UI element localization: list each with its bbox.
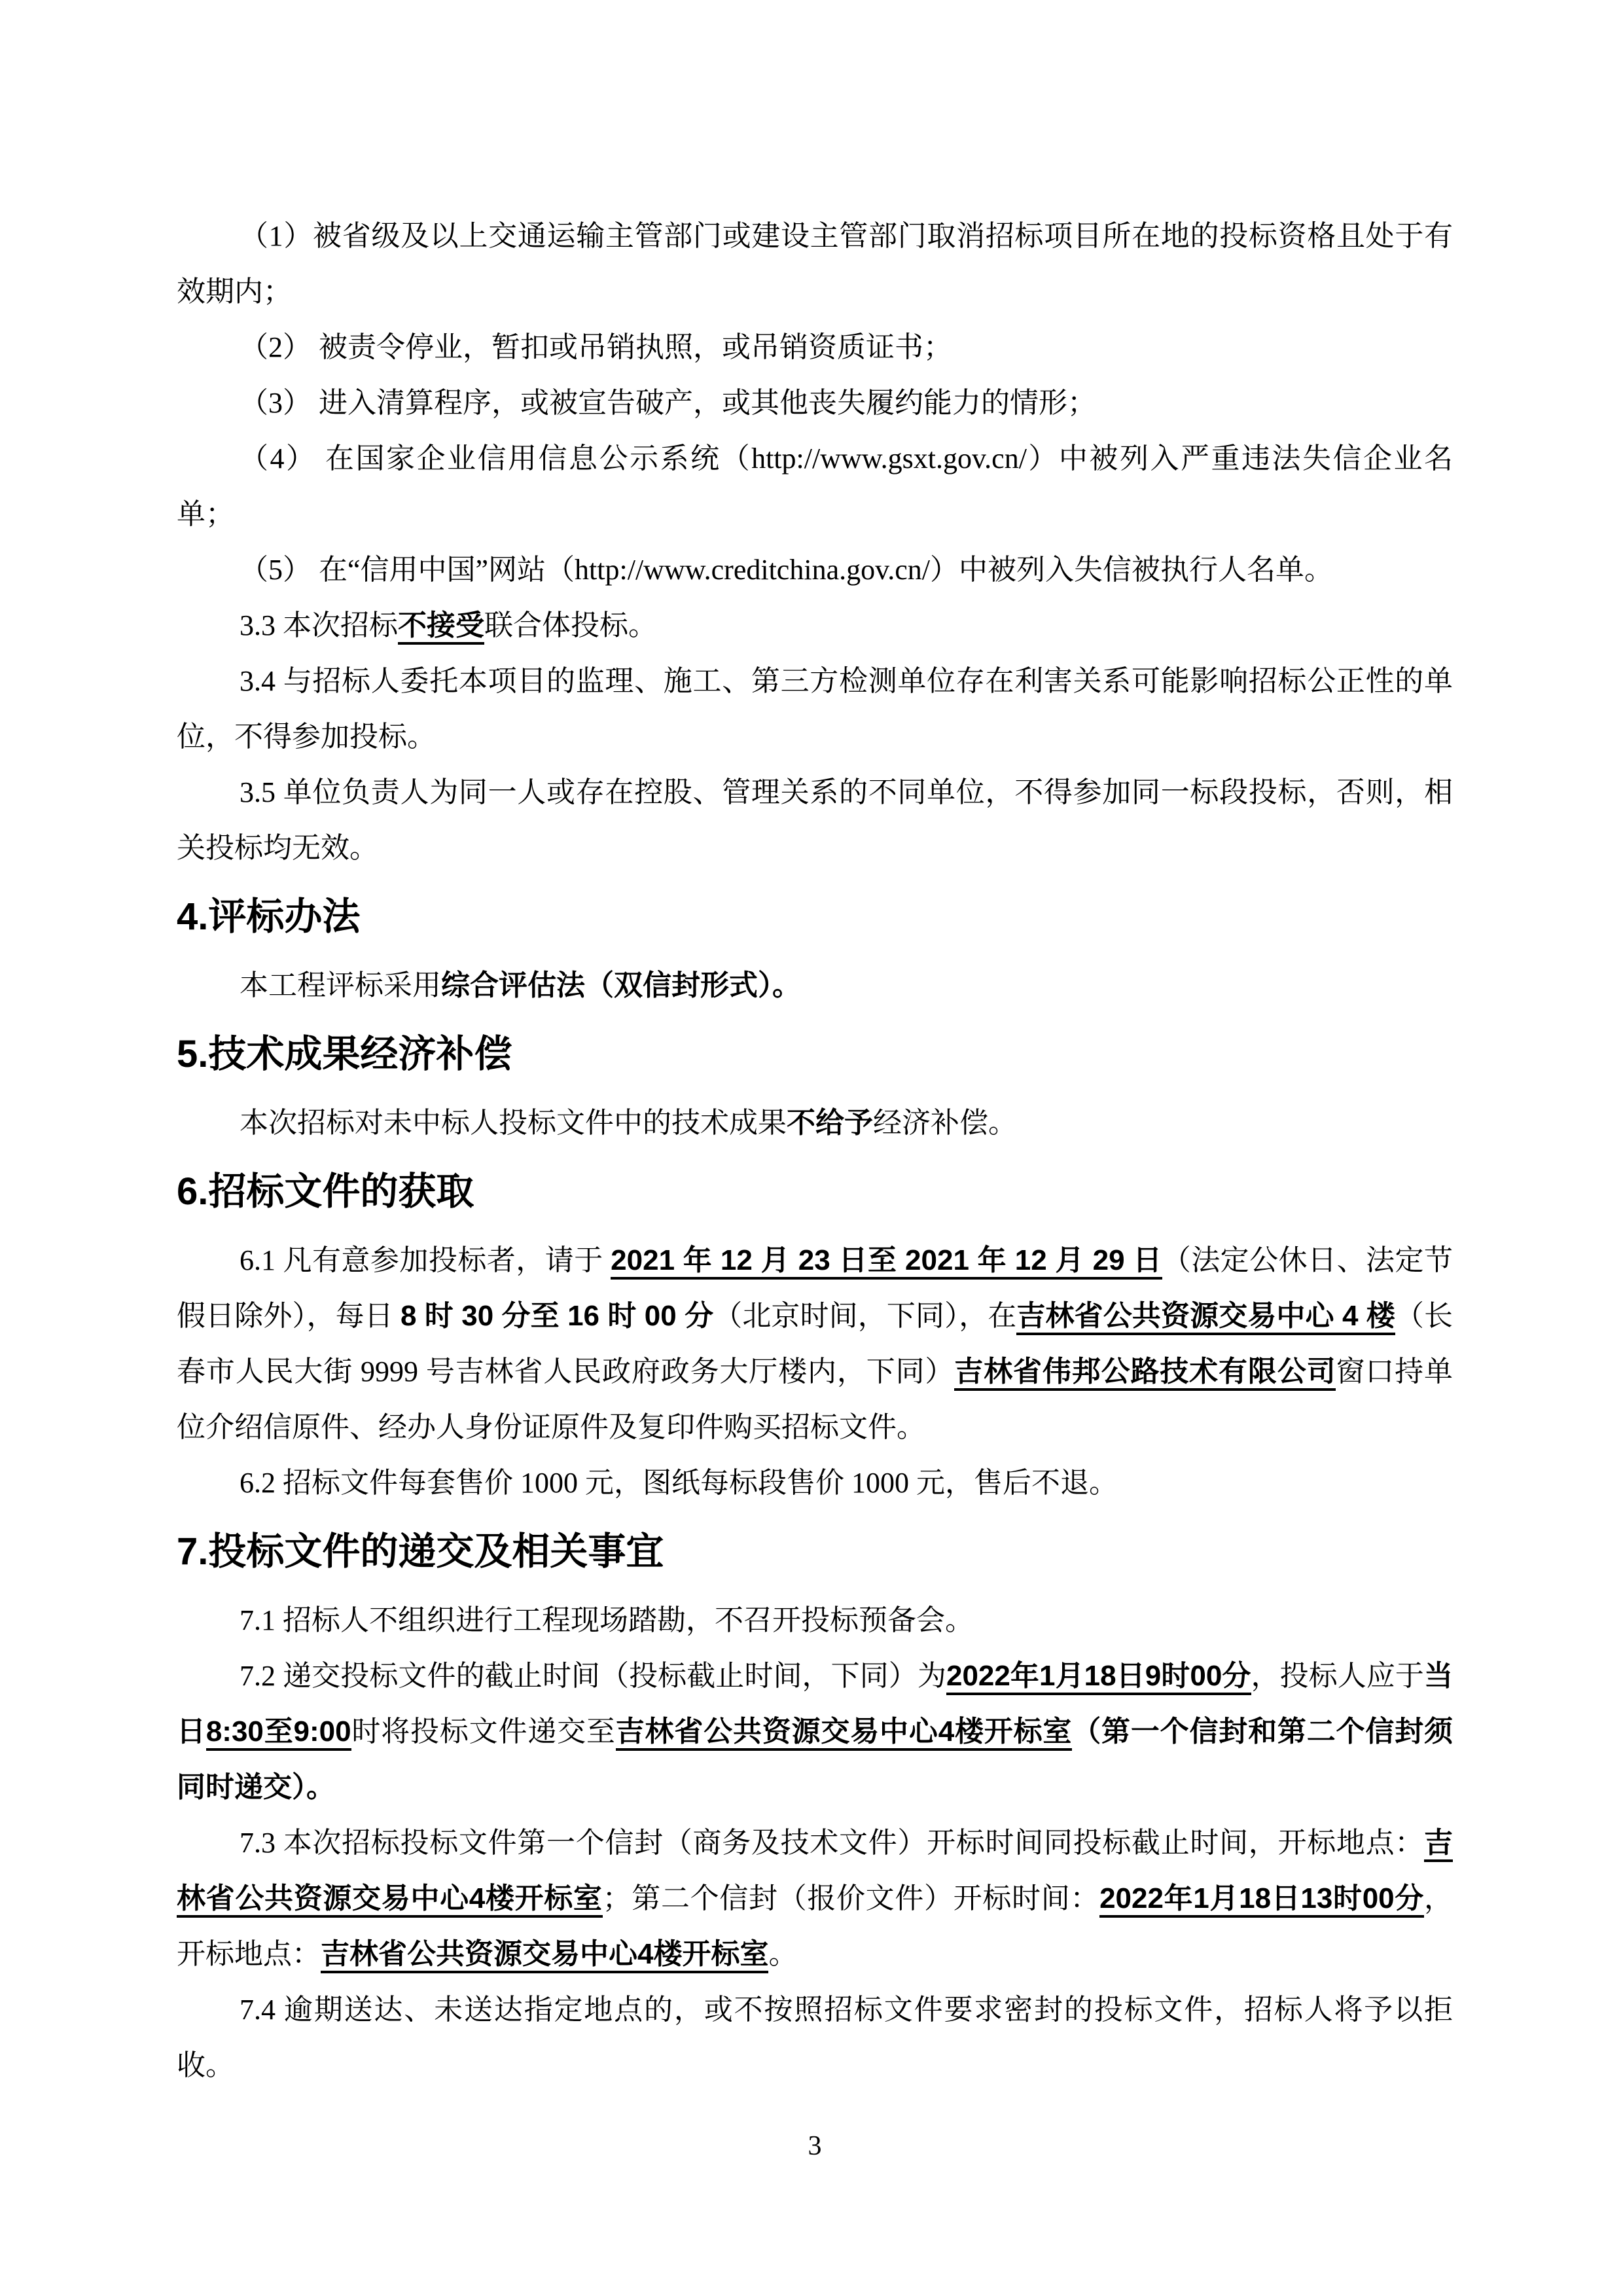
text-run: 8 时 30 分至 16 时 00 分 xyxy=(401,1300,714,1332)
text-run: （5） 在“信用中国”网站（http://www.creditchina.gov.cn/）中被列入失信被执行人名单。 xyxy=(240,554,1333,586)
paragraph xyxy=(177,1232,1453,1455)
paragraph xyxy=(177,1095,1453,1151)
text-run: （4） 在国家企业信用信息公示系统（http://www.gsxt.gov.cn/）中被列入严重违法失信企业名单； xyxy=(177,442,1453,530)
text-run: 当日 xyxy=(177,1660,1453,1748)
text-run: 7.投标文件的递交及相关事宜 xyxy=(177,1530,664,1573)
text-run: 2022年1月18日13时00分 xyxy=(1099,1882,1424,1918)
text-run: 吉林省公共资源交易中心4楼开标室 xyxy=(177,1827,1453,1918)
paragraph xyxy=(177,431,1453,542)
paragraph xyxy=(177,1982,1453,2093)
text-run: 6.2 招标文件每套售价 1000 元，图纸每标段售价 1000 元，售后不退。 xyxy=(240,1467,1118,1499)
text-run: 吉林省公共资源交易中心 4 楼 xyxy=(1016,1300,1395,1335)
text-run: （法定公休日、法定节假日除外），每日 xyxy=(177,1244,1453,1332)
text-run: ，开标地点： xyxy=(177,1882,1453,1970)
paragraph xyxy=(177,208,1453,319)
text-run: 时将投标文件递交至 xyxy=(351,1715,616,1748)
text-run: 吉林省公共资源交易中心4楼开标室 xyxy=(616,1715,1073,1751)
text-run: 本工程评标采用 xyxy=(240,969,441,1001)
text-run: 。 xyxy=(768,1938,798,1970)
text-run: （北京时间，下同），在 xyxy=(713,1300,1017,1332)
text-run: （第一个信封和第二个信封须同时递交）。 xyxy=(177,1715,1454,1803)
text-run: 吉林省伟邦公路技术有限公司 xyxy=(954,1355,1336,1391)
section-heading xyxy=(177,1524,1453,1579)
text-run: （2） 被责令停业，暂扣或吊销执照，或吊销资质证书； xyxy=(240,331,952,363)
text-run: 6.1 凡有意参加投标者，请于 xyxy=(240,1244,611,1276)
text-run: 综合评估法（双信封形式）。 xyxy=(441,969,801,1001)
paragraph xyxy=(177,1815,1453,1982)
text-run: （1）被省级及以上交通运输主管部门或建设主管部门取消招标项目所在地的投标资格且处于有效期内； xyxy=(177,220,1453,308)
text-run: 4.评标办法 xyxy=(177,895,361,938)
text-run: 3.3 本次招标 xyxy=(240,609,398,641)
text-run: ，投标人应于 xyxy=(1251,1660,1424,1692)
section-heading xyxy=(177,1026,1453,1082)
paragraph xyxy=(177,958,1453,1013)
paragraph xyxy=(177,319,1453,375)
text-run: 经济补偿。 xyxy=(873,1107,1017,1139)
text-run: 2021 年 12 月 23 日至 2021 年 12 月 29 日 xyxy=(611,1244,1162,1280)
text-run: 7.1 招标人不组织进行工程现场踏勘，不召开投标预备会。 xyxy=(240,1604,974,1636)
text-run: 不给予 xyxy=(787,1107,873,1139)
paragraph xyxy=(177,1455,1453,1511)
text-run: 联合体投标。 xyxy=(484,609,657,641)
text-run: 吉林省公共资源交易中心4楼开标室 xyxy=(321,1938,768,1973)
paragraph xyxy=(177,1592,1453,1648)
paragraph xyxy=(177,1648,1453,1815)
paragraph xyxy=(177,653,1453,764)
paragraph xyxy=(177,375,1453,431)
text-run: ；第二个信封（报价文件）开标时间： xyxy=(602,1882,1100,1914)
text-run: 3.5 单位负责人为同一人或存在控股、管理关系的不同单位，不得参加同一标段投标，否则，相关投标均无效。 xyxy=(177,776,1453,864)
text-run: 8:30至9:00 xyxy=(206,1715,351,1751)
text-run: 不接受 xyxy=(398,609,484,645)
text-run: （长春市人民大街 9999 号吉林省人民政府政务大厅楼内，下同） xyxy=(177,1300,1454,1388)
text-run: 2022年1月18日9时00分 xyxy=(946,1660,1251,1695)
text-run: 7.2 递交投标文件的截止时间（投标截止时间，下同）为 xyxy=(240,1660,946,1692)
text-run: 6.招标文件的获取 xyxy=(177,1170,474,1213)
text-run: 3.4 与招标人委托本项目的监理、施工、第三方检测单位存在利害关系可能影响招标公正性的单位，不得参加投标。 xyxy=(177,665,1453,753)
text-run: 7.4 逾期送达、未送达指定地点的，或不按照招标文件要求密封的投标文件，招标人将予以拒收。 xyxy=(177,1994,1453,2081)
section-heading xyxy=(177,1164,1453,1219)
section-heading xyxy=(177,889,1453,944)
paragraph xyxy=(177,598,1453,653)
paragraph xyxy=(177,764,1453,876)
text-run: 5.技术成果经济补偿 xyxy=(177,1033,512,1075)
text-run: 本次招标对未中标人投标文件中的技术成果 xyxy=(240,1107,787,1139)
paragraph xyxy=(177,542,1453,598)
document-body xyxy=(177,0,1453,2163)
text-run: （3） 进入清算程序，或被宣告破产，或其他丧失履约能力的情形； xyxy=(240,387,1096,419)
text-run: 窗口持单位介绍信原件、经办人身份证原件及复印件购买招标文件。 xyxy=(177,1355,1454,1443)
page-number: 3 xyxy=(808,2131,822,2161)
text-run: 7.3 本次招标投标文件第一个信封（商务及技术文件）开标时间同投标截止时间，开标地点： xyxy=(240,1827,1424,1859)
